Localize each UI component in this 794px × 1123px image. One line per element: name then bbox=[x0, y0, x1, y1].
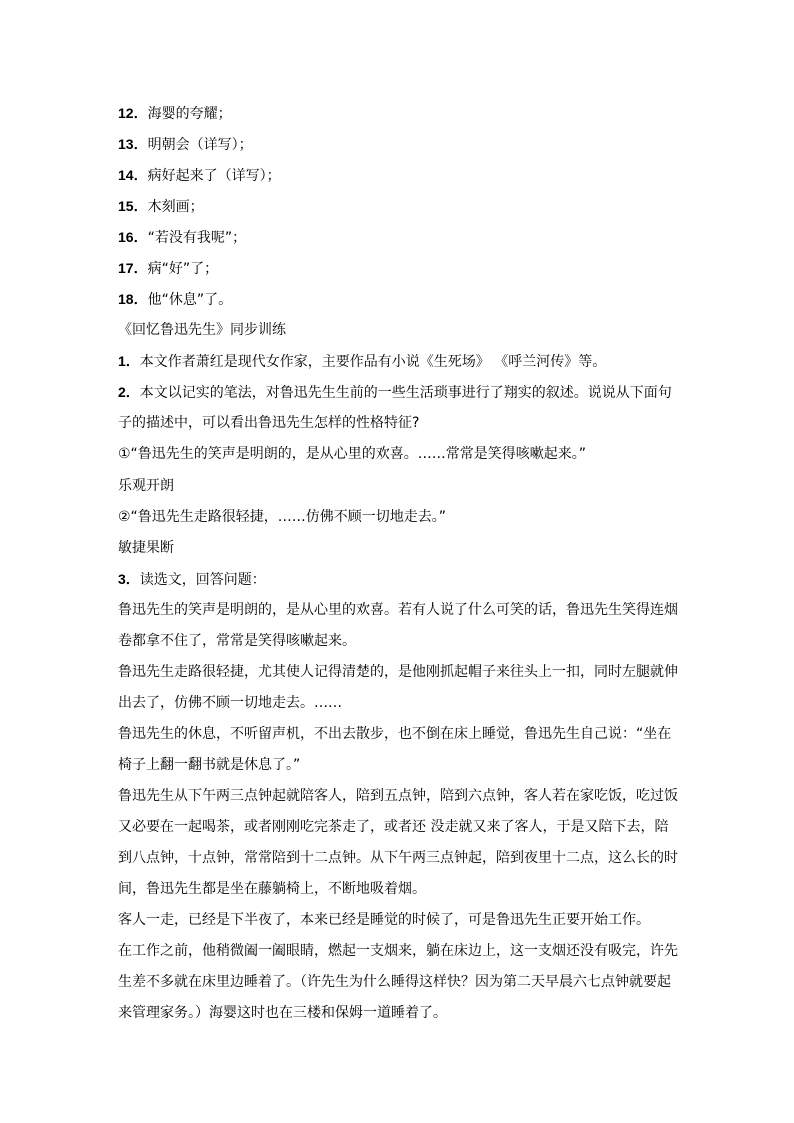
quote-2: ②“鲁迅先生走路很轻捷，……仿佛不顾一切地走去。” bbox=[118, 509, 447, 525]
item-text: 他“休息”了。 bbox=[147, 292, 233, 308]
passage-line: 又必要在一起喝茶，或者刚刚吃完茶走了，或者还 没走就又来了客人，于是又陪下去，陪 bbox=[118, 819, 669, 835]
list-item-18: 18．他“休息”了。 bbox=[118, 291, 233, 308]
list-item-16: 16．“若没有我呢”； bbox=[118, 229, 247, 246]
passage-line: 鲁迅先生从下午两三点钟起就陪客人，陪到五点钟，陪到六点钟，客人若在家吃饭，吃过饭 bbox=[118, 788, 678, 804]
passage-line: 鲁迅先生的笑声是明朗的，是从心里的欢喜。若有人说了什么可笑的话，鲁迅先生笑得连烟 bbox=[118, 602, 678, 618]
item-text: 病好起来了（详写）； bbox=[147, 168, 281, 184]
section-title: 《回忆鲁迅先生》同步训练 bbox=[118, 322, 286, 338]
passage-line: 卷都拿不住了，常常是笑得咳嗽起来。 bbox=[118, 633, 356, 649]
item-number: 14 bbox=[118, 167, 134, 183]
item-text: 木刻画； bbox=[147, 199, 204, 215]
list-item-13: 13．明朝会（详写）； bbox=[118, 136, 253, 153]
list-item-17: 17．病“好”了； bbox=[118, 260, 219, 277]
item-text: 海婴的夸耀； bbox=[147, 106, 232, 122]
question-text: 读选文，回答问题： bbox=[139, 572, 266, 588]
quote-1: ①“鲁迅先生的笑声是明朗的，是从心里的欢喜。……常常是笑得咳嗽起来。” bbox=[118, 446, 587, 462]
item-number: 18 bbox=[118, 291, 134, 307]
question-text: 本文以记实的笔法，对鲁迅先生生前的一些生活琐事进行了翔实的叙述。说说从下面句 bbox=[139, 385, 672, 401]
item-number: 15 bbox=[118, 198, 134, 214]
item-number: 12 bbox=[118, 105, 134, 121]
passage-line: 在工作之前，他稍微阖一阖眼睛，燃起一支烟来，躺在床边上，这一支烟还没有吸完，许先 bbox=[118, 943, 678, 959]
passage-line: 鲁迅先生走路很轻捷，尤其使人记得清楚的，是他刚抓起帽子来往头上一扣，同时左腿就伸 bbox=[118, 664, 678, 680]
question-2-continuation: 子的描述中，可以看出鲁迅先生怎样的性格特征? bbox=[118, 415, 420, 431]
question-number: 2 bbox=[118, 384, 126, 400]
passage-line: 出去了，仿佛不顾一切地走去。…… bbox=[118, 695, 342, 711]
list-item-12: 12．海婴的夸耀； bbox=[118, 105, 232, 122]
list-item-15: 15．木刻画； bbox=[118, 198, 204, 215]
item-text: 明朝会（详写）； bbox=[147, 137, 253, 153]
item-number: 16 bbox=[118, 229, 134, 245]
question-2: 2．本文以记实的笔法，对鲁迅先生生前的一些生活琐事进行了翔实的叙述。说说从下面句 bbox=[118, 384, 672, 401]
question-text: 本文作者萧红是现代女作家，主要作品有小说《生死场》 《呼兰河传》等。 bbox=[139, 354, 607, 370]
passage-line: 来管理家务。）海婴这时也在三楼和保姆一道睡着了。 bbox=[118, 1005, 447, 1021]
question-3: 3．读选文，回答问题： bbox=[118, 571, 266, 588]
item-text: “若没有我呢”； bbox=[147, 230, 247, 246]
passage-line: 鲁迅先生的休息，不听留声机，不出去散步，也不倒在床上睡觉，鲁迅先生自己说：“坐在 bbox=[118, 726, 672, 742]
question-1: 1．本文作者萧红是现代女作家，主要作品有小说《生死场》 《呼兰河传》等。 bbox=[118, 353, 607, 370]
answer-2: 敏捷果断 bbox=[118, 540, 174, 556]
passage-line: 间，鲁迅先生都是坐在藤躺椅上，不断地吸着烟。 bbox=[118, 881, 426, 897]
question-number: 3 bbox=[118, 571, 126, 587]
item-number: 17 bbox=[118, 260, 134, 276]
passage-line: 椅子上翻一翻书就是休息了。” bbox=[118, 757, 301, 773]
list-item-14: 14．病好起来了（详写）； bbox=[118, 167, 281, 184]
item-number: 13 bbox=[118, 136, 134, 152]
passage-line: 到八点钟，十点钟，常常陪到十二点钟。从下午两三点钟起，陪到夜里十二点，这么长的时 bbox=[118, 850, 678, 866]
question-number: 1 bbox=[118, 353, 126, 369]
passage-line: 生差不多就在床里边睡着了。（许先生为什么睡得这样快？因为第二天早晨六七点钟就要起 bbox=[118, 974, 671, 990]
passage-line: 客人一走，已经是下半夜了，本来已经是睡觉的时候了，可是鲁迅先生正要开始工作。 bbox=[118, 912, 650, 928]
answer-1: 乐观开朗 bbox=[118, 478, 174, 494]
item-text: 病“好”了； bbox=[147, 261, 219, 277]
